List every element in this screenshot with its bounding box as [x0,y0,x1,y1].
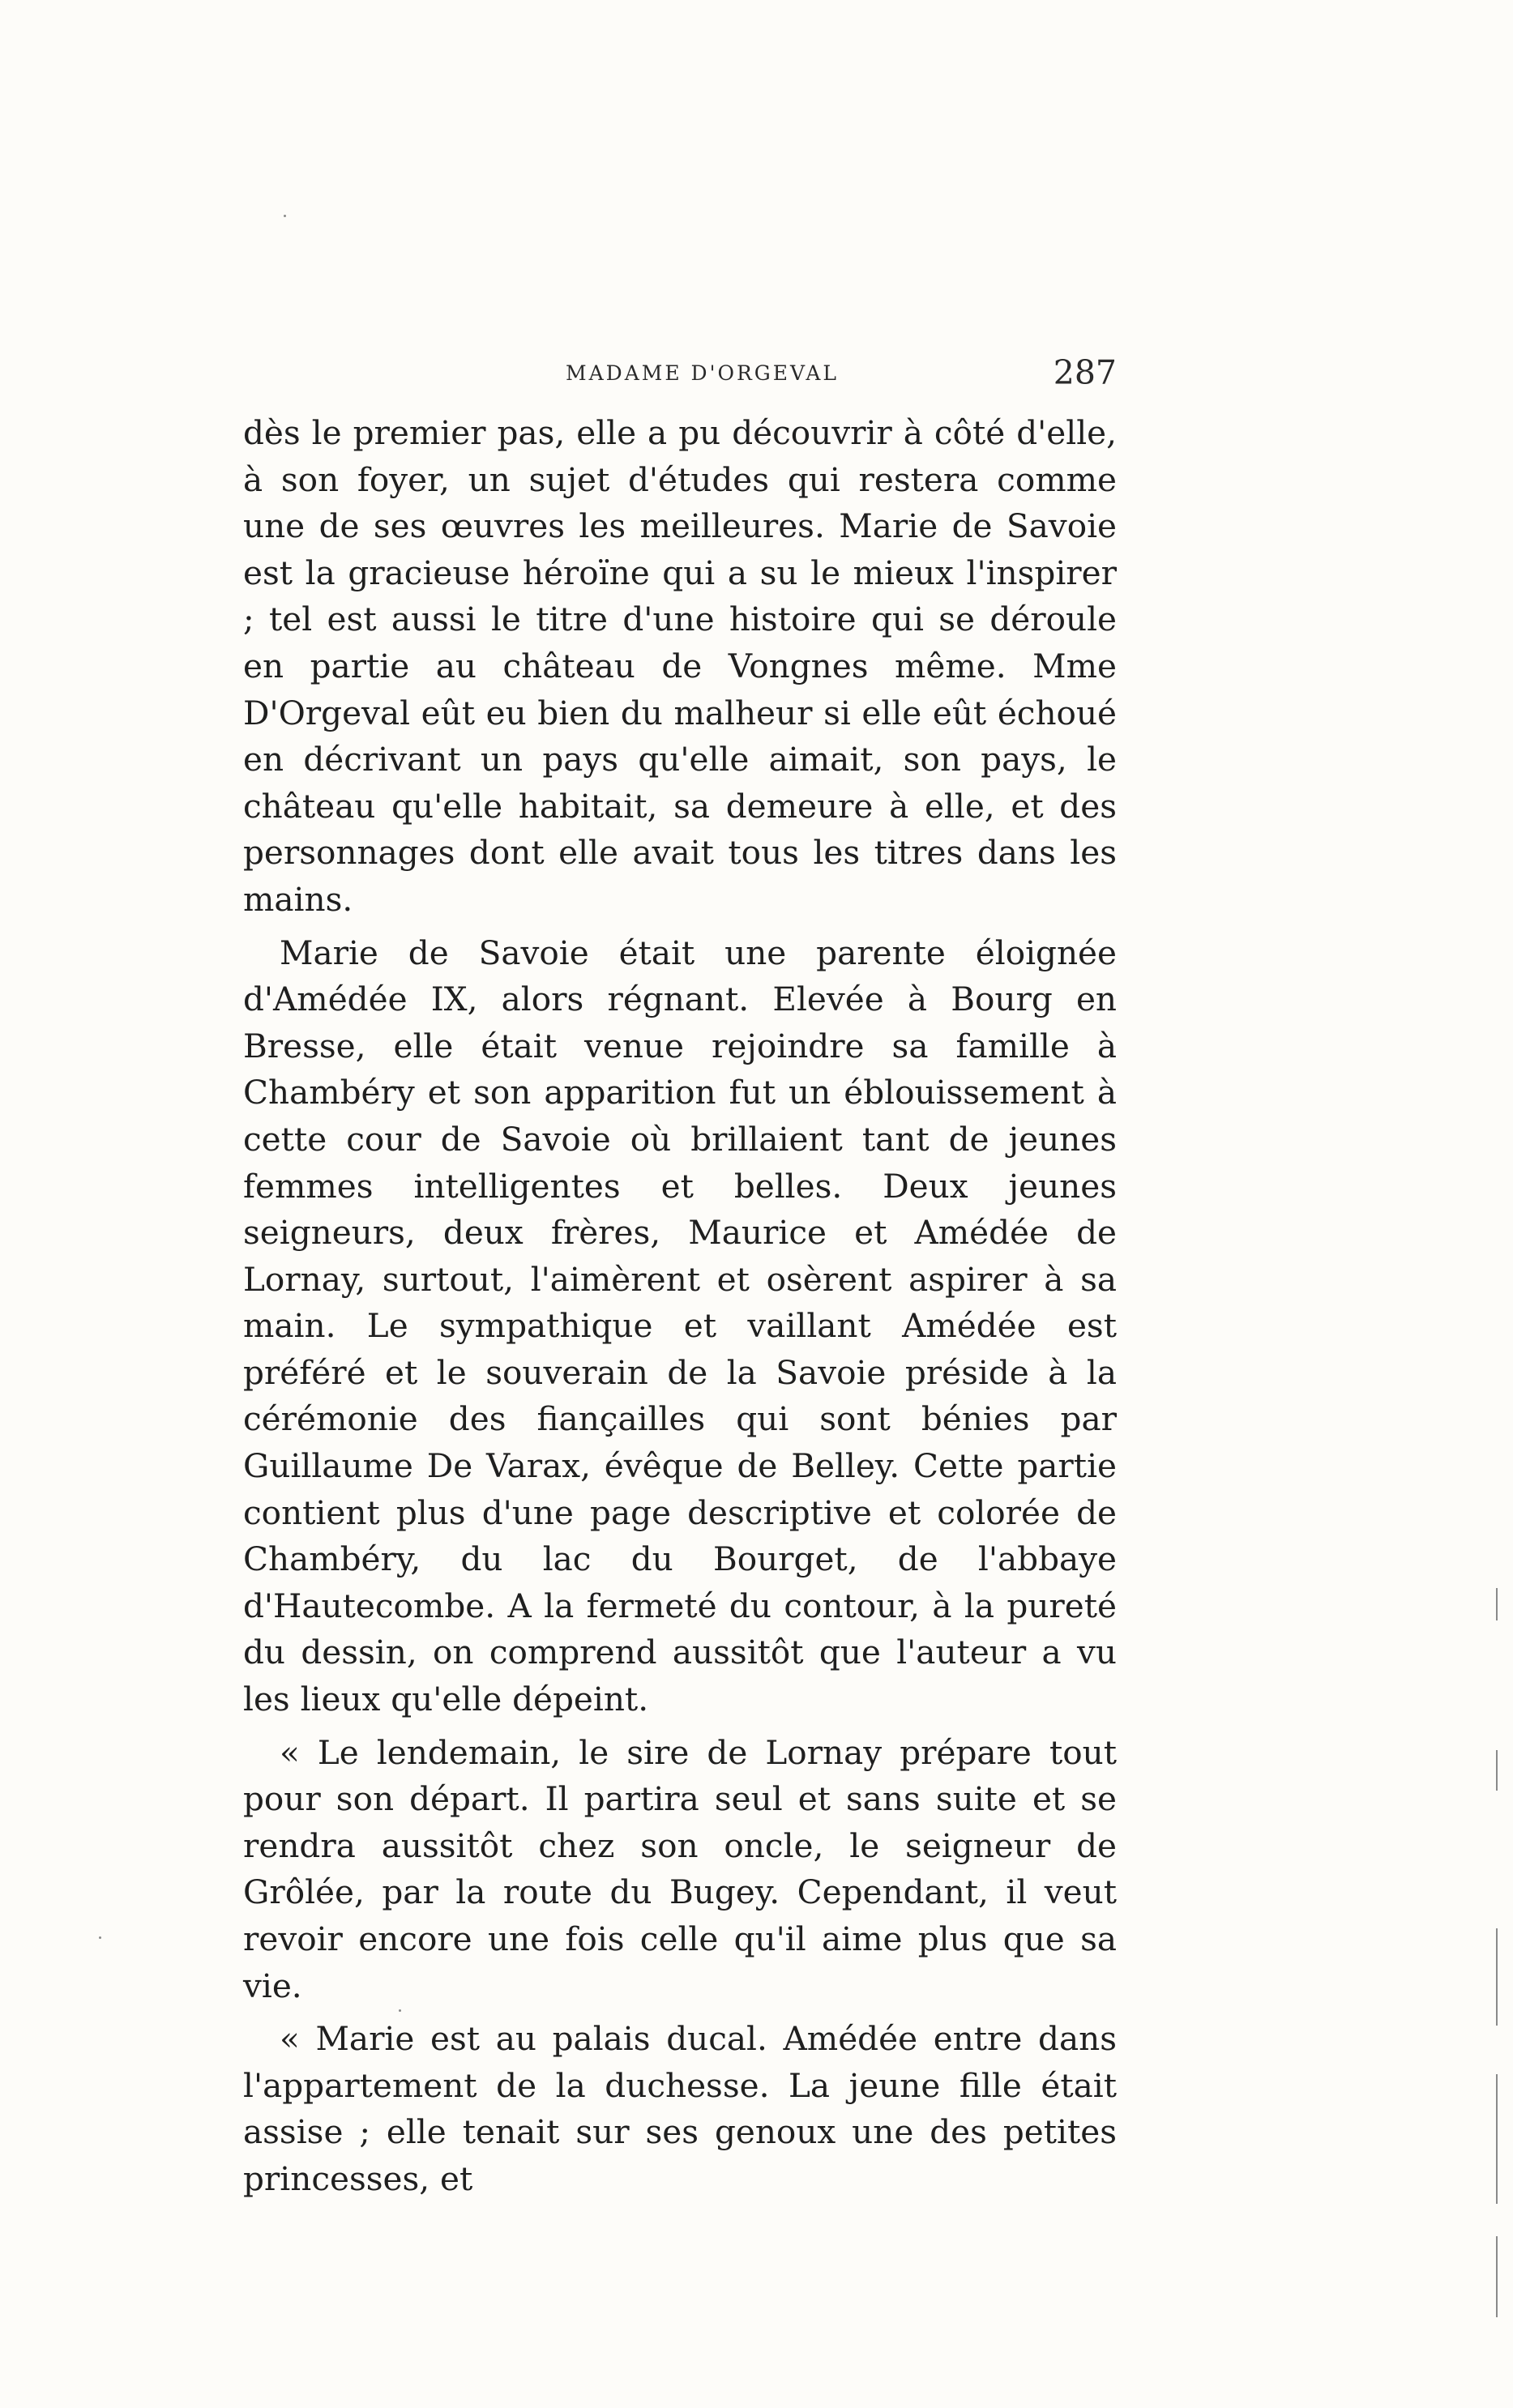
paragraph-2: Marie de Savoie était une parente éloignée d'Amédée IX, alors régnant. Elevée à Bourg en Bresse, elle était venue rejoindre sa famille à Chambéry et son apparition fut un éblouissement à cette cour de Savoie où brillaient tant de jeunes femmes intelligentes et belles. Deux jeunes seigneurs, deux frères, Maurice et Amédée de Lornay, surtout, l'aimèrent et osèrent aspirer à sa main. Le sympathique et vaillant Amédée est préféré et le souverain de la Savoie préside à la cérémonie des fiançailles qui sont bénies par Guillaume De Varax, évêque de Belley. Cette partie contient plus d'une page descriptive et colorée de Chambéry, du lac du Bourget, de l'abbaye d'Hautecombe. A la fermeté du contour, à la pureté du dessin, on comprend aussitôt que l'auteur a vu les lieux qu'elle dépeint. [243,933,1117,1719]
scan-mark [1496,2236,1498,2317]
running-head: MADAME D'ORGEVAL [566,361,840,385]
scan-mark [1496,2074,1498,2204]
scan-dot [284,215,286,217]
scan-dot [99,1936,101,1939]
paragraph-1: dès le premier pas, elle a pu découvrir à côté d'elle, à son foyer, un sujet d'études qui restera comme une de ses œuvres les meilleures. Marie de Savoie est la gracieuse héroïne qui a su le mieux l'inspirer ; tel est aussi le titre d'une histoire qui se déroule en partie au château de Vongnes même. Mme D'Orgeval eût eu bien du malheur si elle eût échoué en décrivant un pays qu'elle aimait, son pays, le château qu'elle habitait, sa demeure à elle, et des personnages dont elle avait tous les titres dans les mains. [243,413,1117,919]
book-page [243,353,1117,2203]
paragraph-4: « Marie est au palais ducal. Amédée entre dans l'appartement de la duchesse. La jeune fille était assise ; elle tenait sur ses genoux une des petites princesses, et [243,2019,1117,2198]
page-header [243,353,1117,410]
body-text [243,410,1117,2203]
page-number: 287 [1053,353,1117,392]
scan-mark [1496,1750,1498,1791]
scan-dot [399,2009,401,2012]
scan-mark [1496,1588,1498,1620]
scan-mark [1496,1928,1498,2026]
paragraph-3: « Le lendemain, le sire de Lornay prépare tout pour son départ. Il partira seul et sans suite et se rendra aussitôt chez son oncle, le seigneur de Grôlée, par la route du Bugey. Cependant, il veut revoir encore une fois celle qu'il aime plus que sa vie. [243,1732,1117,2005]
